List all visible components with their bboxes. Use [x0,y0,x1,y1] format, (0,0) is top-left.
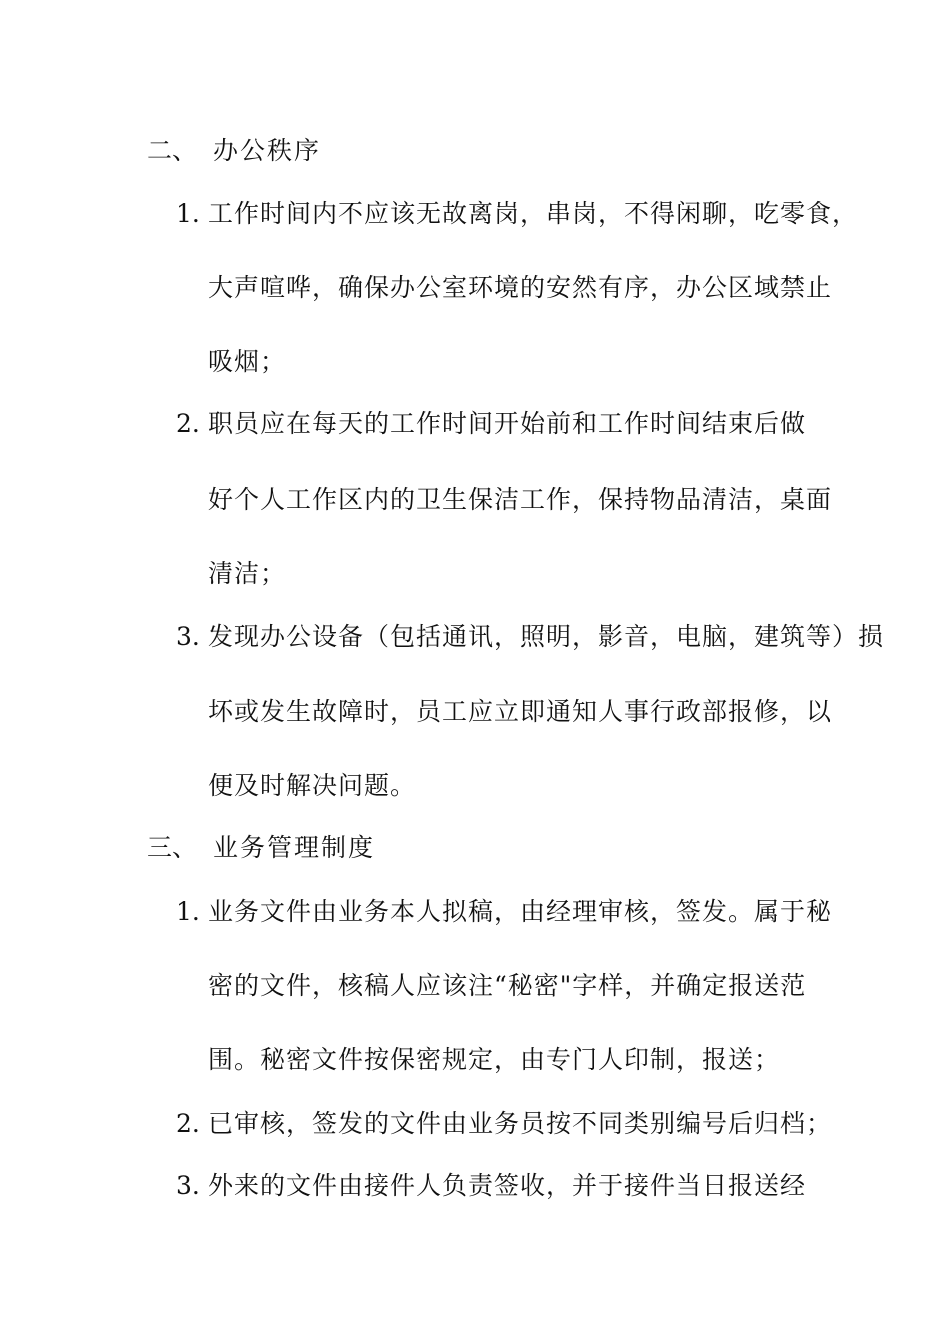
item-text-line: 坏或发生故障时，员工应立即通知人事行政部报修，以 [208,697,833,726]
item-text-line: 外来的文件由接件人负责签收，并于接件当日报送经 [208,1171,807,1200]
section-number: 三、 [147,833,198,862]
item-text-line: 清洁； [208,559,287,588]
item-text-line: 好个人工作区内的卫生保洁工作，保持物品清洁，桌面 [208,485,833,514]
item-number: 2. [176,409,200,438]
item-text-line: 密的文件，核稿人应该注“秘密"字样，并确定报送范 [208,971,807,1000]
item-number: 2. [176,1109,200,1138]
section-title: 业务管理制度 [213,833,376,862]
item-text-line: 工作时间内不应该无故离岗，串岗，不得闲聊，吃零食， [208,199,859,228]
item-number: 3. [176,1171,200,1200]
item-text-line: 围。秘密文件按保密规定，由专门人印制，报送； [208,1045,781,1074]
item-text-line: 职员应在每天的工作时间开始前和工作时间结束后做 [208,409,807,438]
section-title: 办公秩序 [213,136,322,165]
section-number: 二、 [147,136,198,165]
item-number: 1. [176,199,200,228]
item-text-line: 便及时解决问题。 [208,771,417,800]
item-text-line: 吸烟； [208,347,287,376]
item-number: 3. [176,622,200,651]
item-text-line: 已审核，签发的文件由业务员按不同类别编号后归档； [208,1109,833,1138]
item-text-line: 发现办公设备（包括通讯，照明，影音，电脑，建筑等）损 [208,622,885,651]
item-text-line: 业务文件由业务本人拟稿，由经理审核，签发。属于秘 [208,897,833,926]
item-number: 1. [176,897,200,926]
item-text-line: 大声喧哗，确保办公室环境的安然有序，办公区域禁止 [208,273,833,302]
